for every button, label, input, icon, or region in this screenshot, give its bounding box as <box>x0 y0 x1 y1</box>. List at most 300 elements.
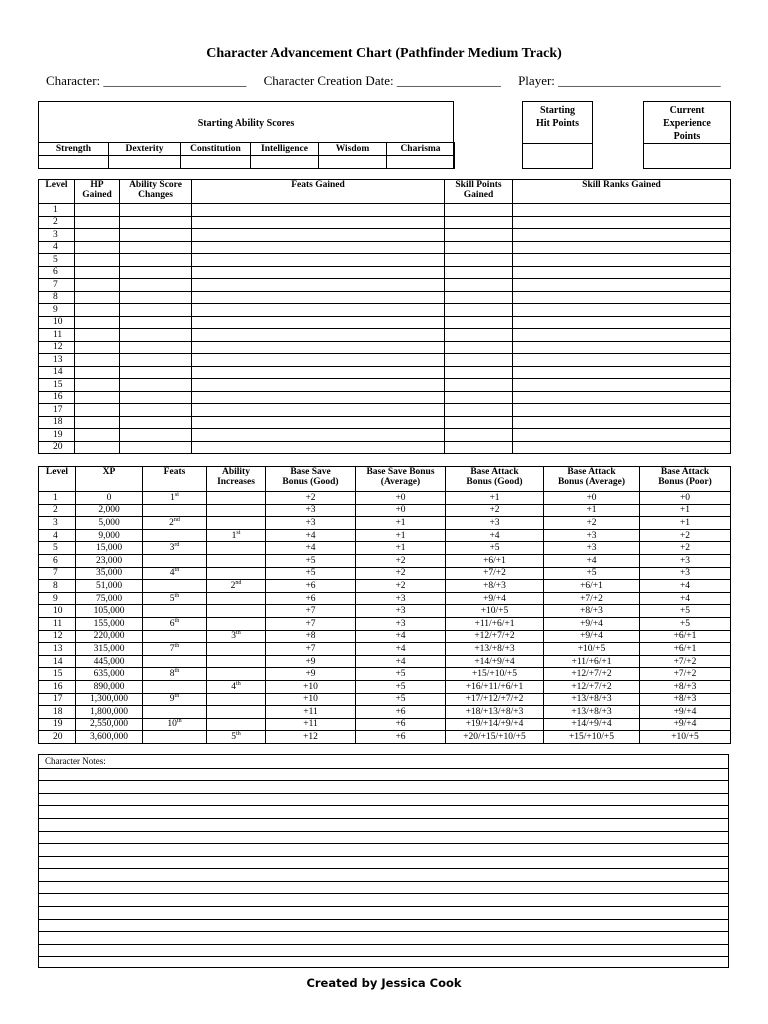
ability-changes-cell[interactable] <box>120 254 192 267</box>
skill-ranks-cell[interactable] <box>513 316 731 329</box>
ability-score-input-wisdom[interactable] <box>319 156 387 169</box>
gains-level-cell: 3 <box>39 229 75 242</box>
feats-gained-cell[interactable] <box>192 391 445 404</box>
prog-xp-cell: 1,300,000 <box>76 693 143 706</box>
attack-poor-cell: +8/+3 <box>640 693 731 706</box>
notes-line <box>39 793 728 794</box>
hp-gained-cell[interactable] <box>75 304 120 317</box>
creation-date-field[interactable]: Character Creation Date: ________________ <box>263 73 501 88</box>
gains-level-cell: 8 <box>39 291 75 304</box>
gains-level-cell: 2 <box>39 216 75 229</box>
save-good-cell: +10 <box>266 680 356 693</box>
ability-score-input-charisma[interactable] <box>387 156 455 169</box>
save-average-cell: +3 <box>356 617 446 630</box>
character-info-line <box>46 73 735 89</box>
ability-changes-cell[interactable] <box>120 429 192 442</box>
ability-changes-cell[interactable] <box>120 279 192 292</box>
gains-header-skill-ranks: Skill Ranks Gained <box>513 180 731 204</box>
save-good-cell: +9 <box>266 655 356 668</box>
feats-gained-cell[interactable] <box>192 316 445 329</box>
ability-changes-cell[interactable] <box>120 329 192 342</box>
skill-ranks-cell[interactable] <box>513 229 731 242</box>
prog-xp-cell: 15,000 <box>76 542 143 555</box>
attack-good-cell: +18/+13/+8/+3 <box>446 706 544 719</box>
prog-level-cell: 3 <box>39 517 76 530</box>
feats-gained-cell[interactable] <box>192 204 445 217</box>
gains-header-hp: HP Gained <box>75 180 120 204</box>
skill-ranks-cell[interactable] <box>513 341 731 354</box>
ability-changes-cell[interactable] <box>120 266 192 279</box>
prog-feat-cell <box>143 731 207 744</box>
attack-average-cell: +2 <box>544 517 640 530</box>
hp-gained-cell[interactable] <box>75 229 120 242</box>
save-good-cell: +7 <box>266 605 356 618</box>
skill-points-cell[interactable] <box>445 391 513 404</box>
attack-average-cell: +3 <box>544 529 640 542</box>
attack-average-cell: +11/+6/+1 <box>544 655 640 668</box>
gains-level-cell: 15 <box>39 379 75 392</box>
gains-level-cell: 18 <box>39 416 75 429</box>
ability-changes-cell[interactable] <box>120 441 192 454</box>
prog-xp-cell: 220,000 <box>76 630 143 643</box>
save-good-cell: +5 <box>266 554 356 567</box>
prog-header-attack-good: Base Attack Bonus (Good) <box>446 467 544 492</box>
feats-gained-cell[interactable] <box>192 304 445 317</box>
player-field[interactable]: Player: _________________________ <box>518 73 721 88</box>
save-good-cell: +7 <box>266 617 356 630</box>
gains-row <box>39 316 731 329</box>
prog-feat-cell <box>143 554 207 567</box>
ability-ordinal-suffix: th <box>236 730 241 737</box>
gains-level-cell: 13 <box>39 354 75 367</box>
prog-level-cell: 14 <box>39 655 76 668</box>
ability-increase-number: 5 <box>231 732 237 743</box>
feat-ordinal-suffix: st <box>174 491 179 498</box>
prog-xp-cell: 75,000 <box>76 592 143 605</box>
prog-feat-cell <box>143 706 207 719</box>
gains-row <box>39 254 731 267</box>
gains-row <box>39 304 731 317</box>
ability-changes-cell[interactable] <box>120 241 192 254</box>
author-credit: Created by Jessica Cook <box>306 976 462 990</box>
save-average-cell: +1 <box>356 542 446 555</box>
feats-gained-cell[interactable] <box>192 354 445 367</box>
prog-level-cell: 8 <box>39 580 76 593</box>
notes-line <box>39 868 728 869</box>
progression-row <box>39 617 731 630</box>
gains-row <box>39 241 731 254</box>
skill-points-cell[interactable] <box>445 254 513 267</box>
ability-score-input-strength[interactable] <box>39 156 109 169</box>
gains-row <box>39 204 731 217</box>
ability-scores-table <box>38 142 455 169</box>
feats-gained-cell[interactable] <box>192 254 445 267</box>
notes-line <box>39 881 728 882</box>
ability-score-input-dexterity[interactable] <box>109 156 181 169</box>
hit-points-label-line2: Hit Points <box>535 118 580 129</box>
gains-level-cell: 10 <box>39 316 75 329</box>
hp-gained-cell[interactable] <box>75 254 120 267</box>
character-notes-box[interactable] <box>38 754 729 968</box>
feat-ordinal-suffix: th <box>174 667 180 674</box>
gains-row <box>39 441 731 454</box>
feat-number: 2 <box>169 517 174 528</box>
gains-row <box>39 279 731 292</box>
feats-gained-cell[interactable] <box>192 379 445 392</box>
skill-ranks-cell[interactable] <box>513 241 731 254</box>
gains-row <box>39 291 731 304</box>
prog-level-cell: 20 <box>39 731 76 744</box>
ability-changes-cell[interactable] <box>120 366 192 379</box>
skill-ranks-cell[interactable] <box>513 379 731 392</box>
feats-gained-cell[interactable] <box>192 229 445 242</box>
gains-level-cell: 6 <box>39 266 75 279</box>
skill-points-cell[interactable] <box>445 379 513 392</box>
ability-changes-cell[interactable] <box>120 304 192 317</box>
notes-line <box>39 780 728 781</box>
skill-ranks-cell[interactable] <box>513 254 731 267</box>
save-good-cell: +2 <box>266 492 356 505</box>
save-average-cell: +5 <box>356 680 446 693</box>
ability-scores-heading: Starting Ability Scores <box>197 118 295 129</box>
hp-gained-cell[interactable] <box>75 404 120 417</box>
attack-poor-cell: +1 <box>640 504 731 517</box>
ability-header-constitution: Constitution <box>181 143 251 156</box>
gains-level-cell: 5 <box>39 254 75 267</box>
hp-gained-cell[interactable] <box>75 316 120 329</box>
ability-changes-cell[interactable] <box>120 404 192 417</box>
ability-changes-cell[interactable] <box>120 379 192 392</box>
attack-poor-cell: +6/+1 <box>640 643 731 656</box>
progression-row <box>39 542 731 555</box>
skill-points-cell[interactable] <box>445 429 513 442</box>
feats-gained-cell[interactable] <box>192 266 445 279</box>
save-average-cell: +4 <box>356 643 446 656</box>
skill-ranks-cell[interactable] <box>513 391 731 404</box>
attack-good-cell: +3 <box>446 517 544 530</box>
attack-good-cell: +15/+10/+5 <box>446 668 544 681</box>
skill-points-cell[interactable] <box>445 341 513 354</box>
skill-ranks-cell[interactable] <box>513 216 731 229</box>
ability-score-input-intelligence[interactable] <box>251 156 319 169</box>
gains-row <box>39 391 731 404</box>
progression-row <box>39 706 731 719</box>
skill-points-cell[interactable] <box>445 354 513 367</box>
prog-feat-cell <box>143 592 207 605</box>
prog-header-feats: Feats <box>143 467 207 492</box>
gains-row <box>39 354 731 367</box>
feats-gained-cell[interactable] <box>192 404 445 417</box>
skill-points-cell[interactable] <box>445 329 513 342</box>
save-average-cell: +1 <box>356 529 446 542</box>
skill-ranks-cell[interactable] <box>513 279 731 292</box>
feats-gained-cell[interactable] <box>192 291 445 304</box>
skill-ranks-cell[interactable] <box>513 441 731 454</box>
prog-feat-cell <box>143 542 207 555</box>
progression-row <box>39 504 731 517</box>
skill-points-cell[interactable] <box>445 366 513 379</box>
xp-label-line3: Points <box>673 131 701 142</box>
save-good-cell: +12 <box>266 731 356 744</box>
prog-header-ability-increases: Ability Increases <box>207 467 266 492</box>
hp-gained-cell[interactable] <box>75 416 120 429</box>
prog-level-cell: 10 <box>39 605 76 618</box>
progression-row <box>39 492 731 505</box>
attack-poor-cell: +9/+4 <box>640 718 731 731</box>
gains-level-cell: 7 <box>39 279 75 292</box>
gains-level-cell: 19 <box>39 429 75 442</box>
attack-average-cell: +1 <box>544 504 640 517</box>
ability-header-dexterity: Dexterity <box>109 143 181 156</box>
save-average-cell: +3 <box>356 592 446 605</box>
hp-gained-cell[interactable] <box>75 329 120 342</box>
prog-ability-increase-cell <box>207 630 266 643</box>
save-average-cell: +2 <box>356 554 446 567</box>
skill-ranks-cell[interactable] <box>513 304 731 317</box>
attack-poor-cell: +5 <box>640 605 731 618</box>
prog-feat-cell <box>143 680 207 693</box>
attack-average-cell: +9/+4 <box>544 630 640 643</box>
save-good-cell: +4 <box>266 542 356 555</box>
hp-gained-cell[interactable] <box>75 366 120 379</box>
feat-ordinal-suffix: th <box>174 592 180 599</box>
skill-points-cell[interactable] <box>445 404 513 417</box>
skill-ranks-cell[interactable] <box>513 416 731 429</box>
save-average-cell: +0 <box>356 504 446 517</box>
notes-line <box>39 906 728 907</box>
skill-points-cell[interactable] <box>445 204 513 217</box>
attack-good-cell: +9/+4 <box>446 592 544 605</box>
prog-level-cell: 9 <box>39 592 76 605</box>
attack-average-cell: +13/+8/+3 <box>544 706 640 719</box>
ability-ordinal-suffix: th <box>236 630 241 637</box>
attack-poor-cell: +4 <box>640 592 731 605</box>
prog-ability-increase-cell <box>207 592 266 605</box>
gains-header-ability-changes: Ability Score Changes <box>120 180 192 204</box>
hp-gained-cell[interactable] <box>75 391 120 404</box>
current-experience-points-box <box>643 101 731 169</box>
ability-changes-cell[interactable] <box>120 391 192 404</box>
feats-gained-cell[interactable] <box>192 441 445 454</box>
prog-header-attack-poor: Base Attack Bonus (Poor) <box>640 467 731 492</box>
feat-ordinal-suffix: rd <box>174 542 180 549</box>
hp-gained-cell[interactable] <box>75 379 120 392</box>
save-good-cell: +8 <box>266 630 356 643</box>
prog-level-cell: 12 <box>39 630 76 643</box>
skill-ranks-cell[interactable] <box>513 354 731 367</box>
prog-xp-cell: 1,800,000 <box>76 706 143 719</box>
ability-header-intelligence: Intelligence <box>251 143 319 156</box>
attack-poor-cell: +10/+5 <box>640 731 731 744</box>
ability-ordinal-suffix: st <box>236 529 241 536</box>
hp-gained-cell[interactable] <box>75 241 120 254</box>
progression-row <box>39 605 731 618</box>
gains-level-cell: 14 <box>39 366 75 379</box>
attack-good-cell: +17/+12/+7/+2 <box>446 693 544 706</box>
prog-ability-increase-cell <box>207 504 266 517</box>
save-average-cell: +4 <box>356 655 446 668</box>
attack-good-cell: +5 <box>446 542 544 555</box>
hit-points-label-line1: Starting <box>540 105 575 116</box>
hp-gained-cell[interactable] <box>75 429 120 442</box>
attack-good-cell: +6/+1 <box>446 554 544 567</box>
prog-ability-increase-cell <box>207 542 266 555</box>
attack-good-cell: +11/+6/+1 <box>446 617 544 630</box>
prog-header-attack-average: Base Attack Bonus (Average) <box>544 467 640 492</box>
prog-xp-cell: 0 <box>76 492 143 505</box>
gains-level-cell: 16 <box>39 391 75 404</box>
feats-gained-cell[interactable] <box>192 429 445 442</box>
prog-feat-cell <box>143 504 207 517</box>
notes-line <box>39 944 728 945</box>
prog-level-cell: 13 <box>39 643 76 656</box>
feat-number: 10 <box>167 719 177 730</box>
feats-gained-cell[interactable] <box>192 216 445 229</box>
feat-number: 1 <box>170 492 175 503</box>
prog-feat-cell <box>143 693 207 706</box>
attack-average-cell: +12/+7/+2 <box>544 668 640 681</box>
skill-points-cell[interactable] <box>445 216 513 229</box>
feat-ordinal-suffix: th <box>174 642 180 649</box>
attack-good-cell: +12/+7/+2 <box>446 630 544 643</box>
progression-row <box>39 680 731 693</box>
notes-line <box>39 931 728 932</box>
prog-ability-increase-cell <box>207 693 266 706</box>
feats-gained-cell[interactable] <box>192 279 445 292</box>
hp-gained-cell[interactable] <box>75 341 120 354</box>
skill-points-cell[interactable] <box>445 416 513 429</box>
ability-header-charisma: Charisma <box>387 143 455 156</box>
notes-line <box>39 843 728 844</box>
ability-changes-cell[interactable] <box>120 291 192 304</box>
feats-gained-cell[interactable] <box>192 241 445 254</box>
character-field[interactable]: Character: ______________________ <box>46 73 247 88</box>
progression-row <box>39 567 731 580</box>
skill-points-cell[interactable] <box>445 266 513 279</box>
prog-ability-increase-cell <box>207 668 266 681</box>
progression-row <box>39 655 731 668</box>
notes-line <box>39 893 728 894</box>
hp-gained-cell[interactable] <box>75 441 120 454</box>
current-xp-input[interactable] <box>644 143 730 168</box>
skill-points-cell[interactable] <box>445 229 513 242</box>
skill-points-cell[interactable] <box>445 316 513 329</box>
gains-row <box>39 266 731 279</box>
feat-ordinal-suffix: th <box>176 718 182 725</box>
ability-changes-cell[interactable] <box>120 316 192 329</box>
feat-number: 9 <box>169 694 175 705</box>
hit-points-input[interactable] <box>523 143 592 168</box>
ability-changes-cell[interactable] <box>120 216 192 229</box>
skill-ranks-cell[interactable] <box>513 204 731 217</box>
attack-poor-cell: +3 <box>640 567 731 580</box>
prog-xp-cell: 445,000 <box>76 655 143 668</box>
hp-gained-cell[interactable] <box>75 266 120 279</box>
skill-ranks-cell[interactable] <box>513 329 731 342</box>
skill-ranks-cell[interactable] <box>513 429 731 442</box>
starting-hit-points-box <box>522 101 593 169</box>
ability-changes-cell[interactable] <box>120 204 192 217</box>
prog-level-cell: 1 <box>39 492 76 505</box>
xp-label-line1: Current <box>669 105 705 116</box>
prog-xp-cell: 635,000 <box>76 668 143 681</box>
feat-number: 3 <box>169 543 175 554</box>
attack-poor-cell: +3 <box>640 554 731 567</box>
feats-gained-cell[interactable] <box>192 366 445 379</box>
feats-gained-cell[interactable] <box>192 341 445 354</box>
skill-points-cell[interactable] <box>445 441 513 454</box>
progression-row <box>39 718 731 731</box>
gains-row <box>39 429 731 442</box>
progression-row <box>39 731 731 744</box>
hp-gained-cell[interactable] <box>75 279 120 292</box>
attack-average-cell: +10/+5 <box>544 643 640 656</box>
prog-xp-cell: 23,000 <box>76 554 143 567</box>
attack-poor-cell: +8/+3 <box>640 680 731 693</box>
feats-gained-cell[interactable] <box>192 329 445 342</box>
prog-feat-cell <box>143 492 207 505</box>
ability-changes-cell[interactable] <box>120 354 192 367</box>
attack-good-cell: +20/+15/+10/+5 <box>446 731 544 744</box>
progression-row <box>39 517 731 530</box>
attack-poor-cell: +9/+4 <box>640 706 731 719</box>
prog-feat-cell <box>143 517 207 530</box>
save-good-cell: +10 <box>266 693 356 706</box>
save-good-cell: +5 <box>266 567 356 580</box>
progression-row <box>39 630 731 643</box>
gains-row <box>39 341 731 354</box>
ability-changes-cell[interactable] <box>120 341 192 354</box>
attack-poor-cell: +7/+2 <box>640 655 731 668</box>
feats-gained-cell[interactable] <box>192 416 445 429</box>
attack-poor-cell: +7/+2 <box>640 668 731 681</box>
attack-good-cell: +4 <box>446 529 544 542</box>
hp-gained-cell[interactable] <box>75 204 120 217</box>
ability-score-input-constitution[interactable] <box>181 156 251 169</box>
skill-ranks-cell[interactable] <box>513 404 731 417</box>
prog-xp-cell: 35,000 <box>76 567 143 580</box>
skill-ranks-cell[interactable] <box>513 266 731 279</box>
skill-ranks-cell[interactable] <box>513 291 731 304</box>
notes-line <box>39 818 728 819</box>
prog-ability-increase-cell <box>207 567 266 580</box>
prog-ability-increase-cell <box>207 580 266 593</box>
skill-points-cell[interactable] <box>445 241 513 254</box>
ability-ordinal-suffix: th <box>236 680 241 687</box>
ability-changes-cell[interactable] <box>120 229 192 242</box>
hp-gained-cell[interactable] <box>75 354 120 367</box>
skill-points-cell[interactable] <box>445 279 513 292</box>
save-average-cell: +6 <box>356 706 446 719</box>
skill-points-cell[interactable] <box>445 291 513 304</box>
progression-row <box>39 554 731 567</box>
ability-changes-cell[interactable] <box>120 416 192 429</box>
feat-number: 6 <box>169 618 175 629</box>
save-average-cell: +2 <box>356 567 446 580</box>
prog-xp-cell: 315,000 <box>76 643 143 656</box>
skill-points-cell[interactable] <box>445 304 513 317</box>
save-average-cell: +3 <box>356 605 446 618</box>
hp-gained-cell[interactable] <box>75 216 120 229</box>
save-average-cell: +5 <box>356 693 446 706</box>
hp-gained-cell[interactable] <box>75 291 120 304</box>
attack-poor-cell: +5 <box>640 617 731 630</box>
attack-good-cell: +16/+11/+6/+1 <box>446 680 544 693</box>
prog-level-cell: 4 <box>39 529 76 542</box>
prog-feat-cell <box>143 668 207 681</box>
skill-ranks-cell[interactable] <box>513 366 731 379</box>
prog-ability-increase-cell <box>207 706 266 719</box>
